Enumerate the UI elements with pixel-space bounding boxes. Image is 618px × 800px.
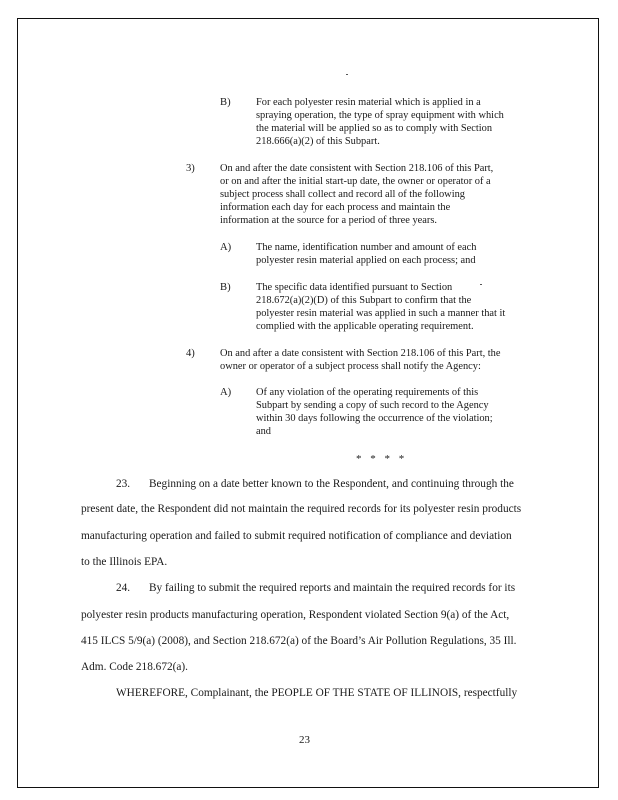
scan-speck — [480, 284, 482, 285]
item-b-line: the material will be applied so as to comply with Section — [256, 123, 493, 134]
item-b-line: For each polyester resin material which is applied in a — [256, 97, 481, 108]
para-24-line: polyester resin products manufacturing operation, Respondent violated Section 9(a) of the Act, — [81, 609, 510, 621]
item-3-line: information each day for each process and maintain the — [220, 202, 451, 213]
item-3-line: information at the source for a period of three years. — [220, 215, 437, 226]
item-4-label: 4) — [186, 348, 195, 359]
item-3a-label: A) — [220, 242, 232, 253]
para-23-line: to the Illinois EPA. — [81, 556, 168, 568]
page-number: 23 — [299, 734, 310, 746]
para-24-number: 24. — [116, 582, 131, 594]
para-24-line: 415 ILCS 5/9(a) (2008), and Section 218.672(a) of the Board’s Air Pollution Regulations, 35 Ill. — [81, 635, 517, 647]
item-4a-line: and — [256, 426, 272, 437]
item-b-line: 218.666(a)(2) of this Subpart. — [256, 136, 380, 147]
item-b-label: B) — [220, 97, 231, 108]
item-4a-line: within 30 days following the occurrence of the violation; — [256, 413, 493, 424]
item-3b-line: complied with the applicable operating requirement. — [256, 321, 474, 332]
item-b-line: spraying operation, the type of spray equipment with which — [256, 110, 504, 121]
para-24-line: By failing to submit the required reports and maintain the required records for its — [149, 582, 516, 594]
wherefore-clause: WHEREFORE, Complainant, the PEOPLE OF THE STATE OF ILLINOIS, respectfully — [116, 687, 518, 699]
item-3b-label: B) — [220, 282, 231, 293]
section-break: * * * * — [356, 453, 408, 465]
item-3b-line: polyester resin material was applied in such a manner that it — [256, 308, 506, 319]
item-3b-line: 218.672(a)(2)(D) of this Subpart to confirm that the — [256, 295, 472, 306]
para-23-line: manufacturing operation and failed to submit required notification of compliance and deviation — [81, 530, 512, 542]
item-3-label: 3) — [186, 163, 195, 174]
para-23-line: Beginning on a date better known to the Respondent, and continuing through the — [149, 478, 514, 490]
item-3a-line: polyester resin material applied on each process; and — [256, 255, 476, 266]
item-3-line: subject process shall collect and record all of the following — [220, 189, 465, 200]
item-3a-line: The name, identification number and amount of each — [256, 242, 477, 253]
scan-speck — [346, 74, 348, 75]
item-4-line: On and after a date consistent with Section 218.106 of this Part, the — [220, 348, 501, 359]
item-4-line: owner or operator of a subject process shall notify the Agency: — [220, 361, 481, 372]
item-4a-line: Subpart by sending a copy of such record to the Agency — [256, 400, 489, 411]
para-23-number: 23. — [116, 478, 131, 490]
item-3-line: or on and after the initial start-up date, the owner or operator of a — [220, 176, 491, 187]
item-3b-line: The specific data identified pursuant to Section — [256, 282, 453, 293]
item-4a-line: Of any violation of the operating requirements of this — [256, 387, 479, 398]
item-4a-label: A) — [220, 387, 232, 398]
item-3-line: On and after the date consistent with Section 218.106 of this Part, — [220, 163, 494, 174]
para-24-line: Adm. Code 218.672(a). — [81, 661, 188, 673]
para-23-line: present date, the Respondent did not maintain the required records for its polyester resin products — [81, 503, 522, 515]
